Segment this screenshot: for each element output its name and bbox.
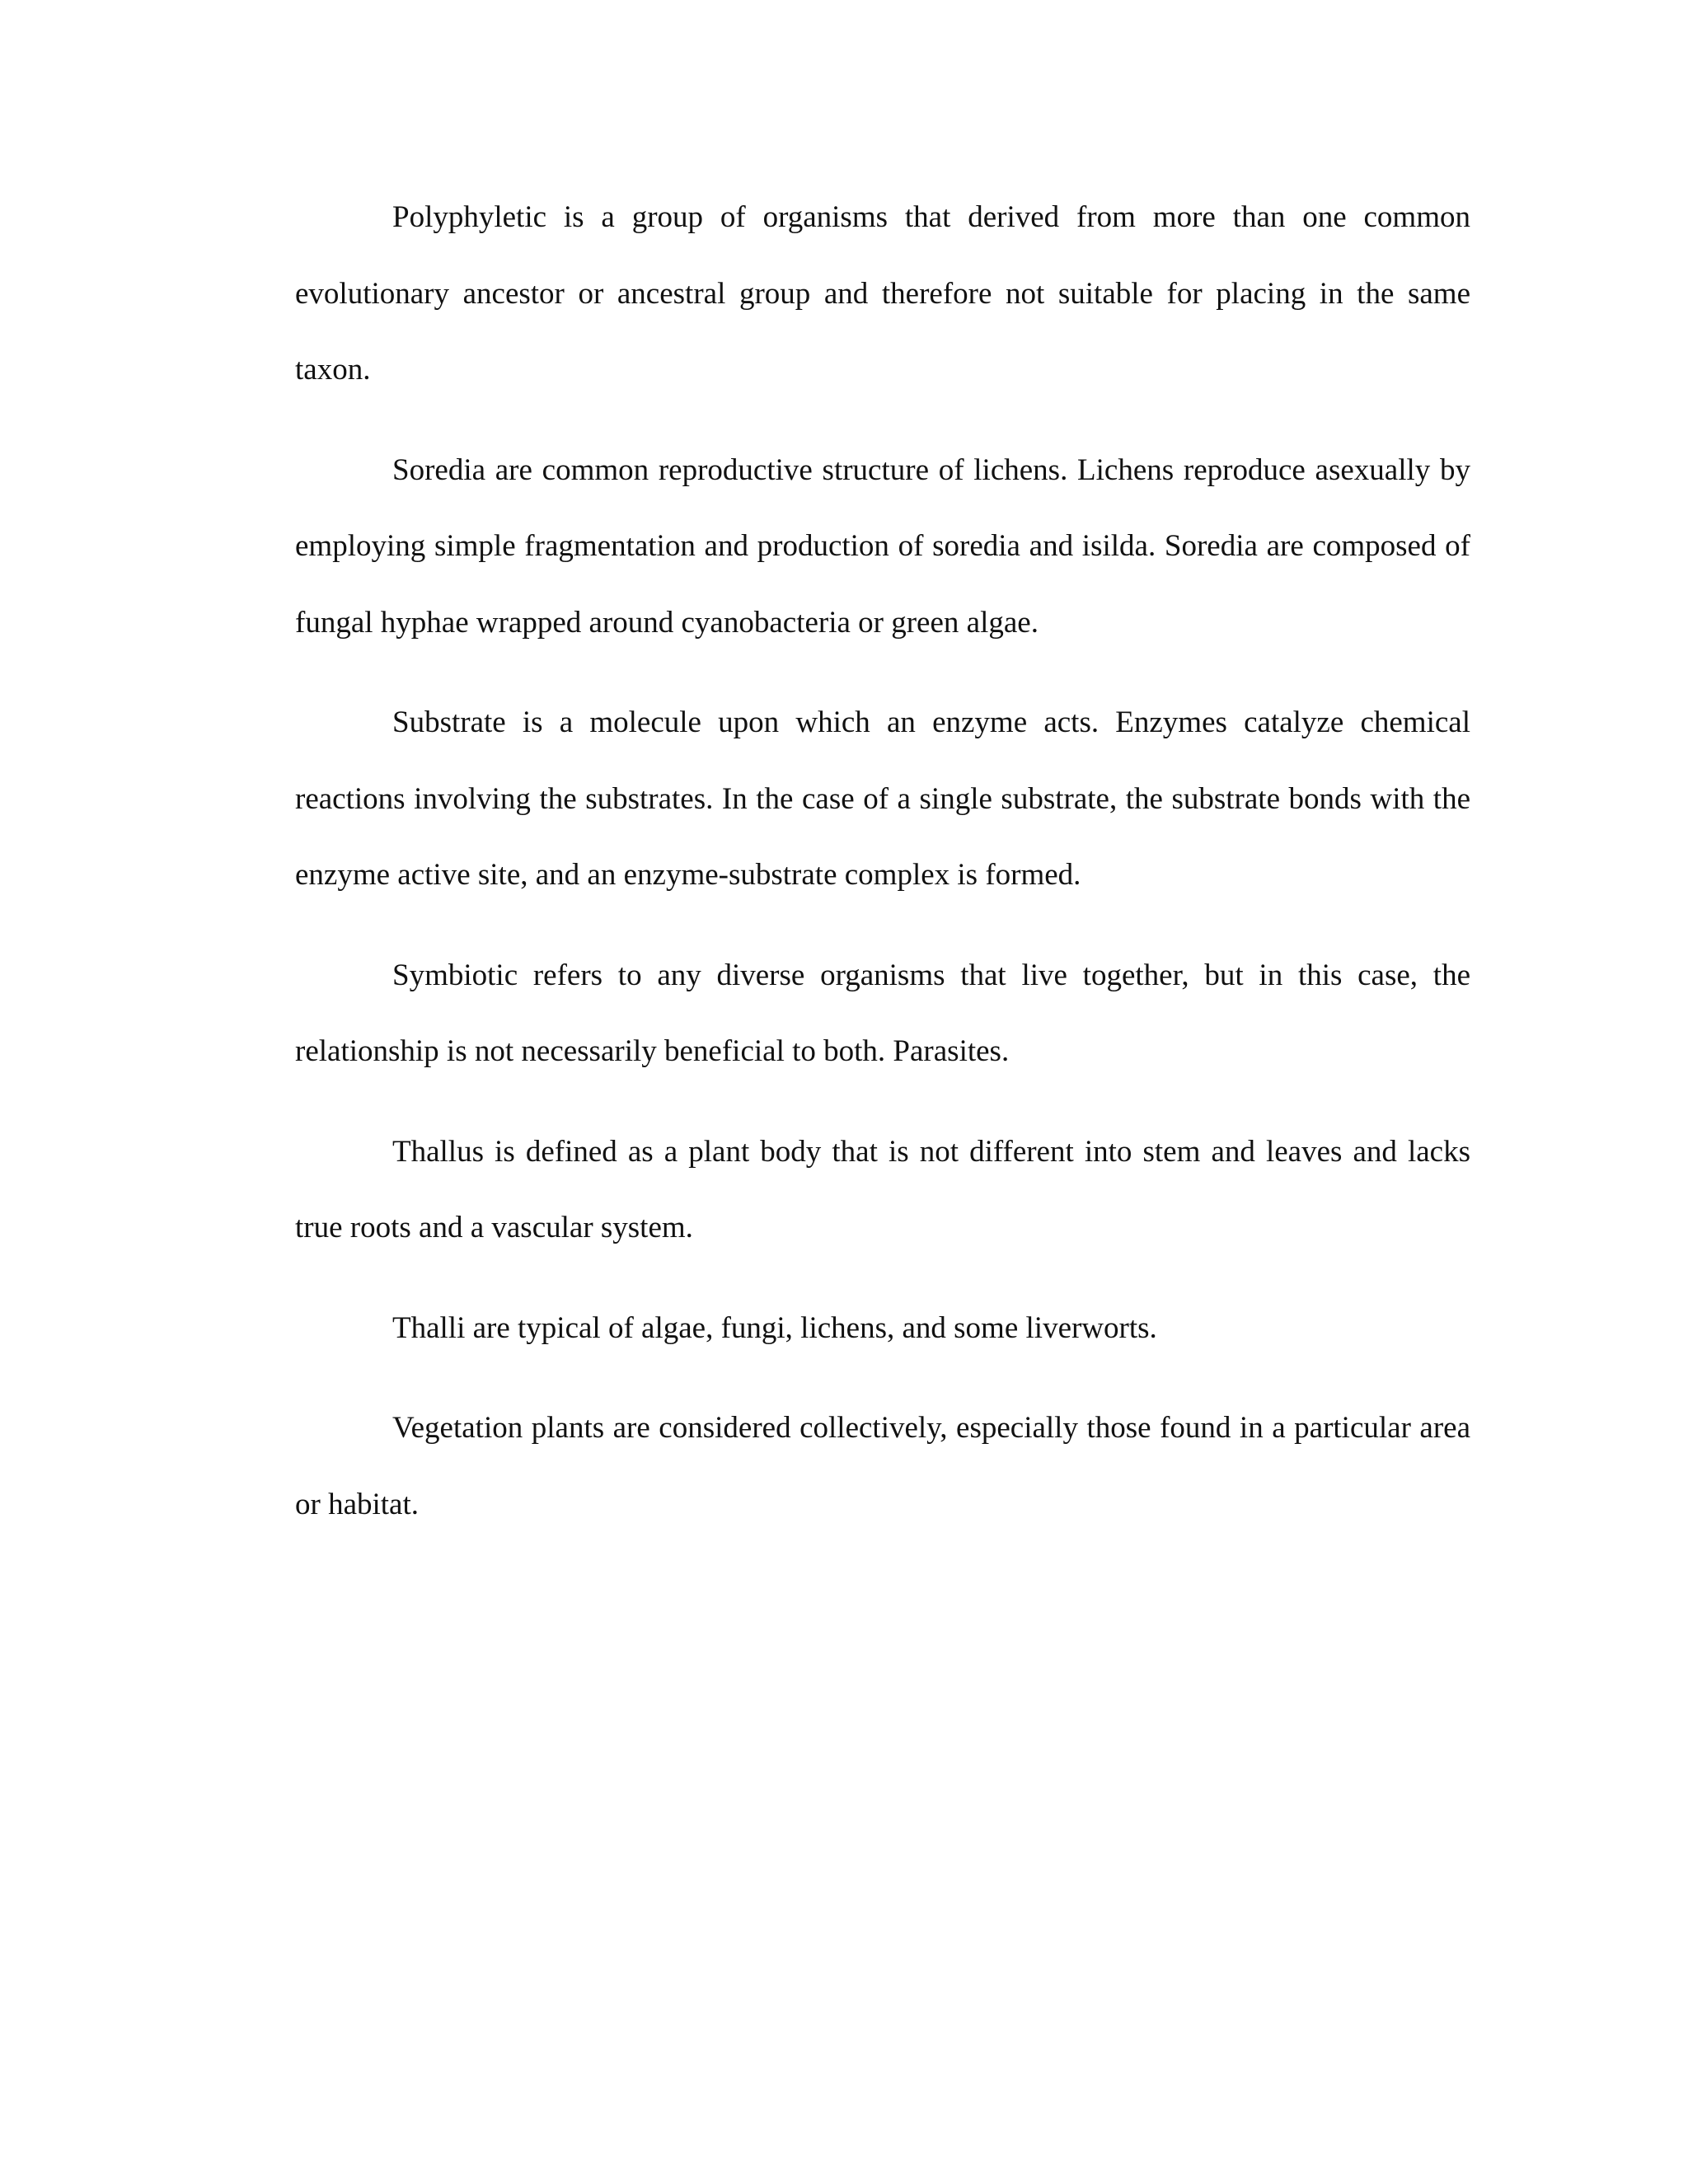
paragraph-substrate: Substrate is a molecule upon which an enzyme acts. Enzymes catalyze chemical reactions involving the substrates. In the case of a single substrate, the substrate bonds with the enzyme active site, and an enzyme-substrate complex is formed. xyxy=(295,705,1470,892)
document-body xyxy=(295,180,1470,1567)
paragraph-thalli: Thalli are typical of algae, fungi, lichens, and some liverworts. xyxy=(392,1310,1157,1345)
paragraph-vegetation: Vegetation plants are considered collectively, especially those found in a particular area or habitat. xyxy=(295,1411,1470,1521)
paragraph-polyphyletic: Polyphyletic is a group of organisms that derived from more than one common evolutionary ancestor or ancestral group and therefore not suitable for placing in the same taxon. xyxy=(295,200,1470,387)
paragraph-thallus: Thallus is defined as a plant body that is not different into stem and leaves and lacks true roots and a vascular system. xyxy=(295,1134,1470,1244)
paragraph-symbiotic: Symbiotic refers to any diverse organisms that live together, but in this case, the relationship is not necessarily beneficial to both. Parasites. xyxy=(295,958,1470,1068)
paragraph-soredia: Soredia are common reproductive structure of lichens. Lichens reproduce asexually by employing simple fragmentation and production of soredia and isilda. Soredia are composed of fungal hyphae wrapped around cyanobacteria or green algae. xyxy=(295,452,1470,640)
